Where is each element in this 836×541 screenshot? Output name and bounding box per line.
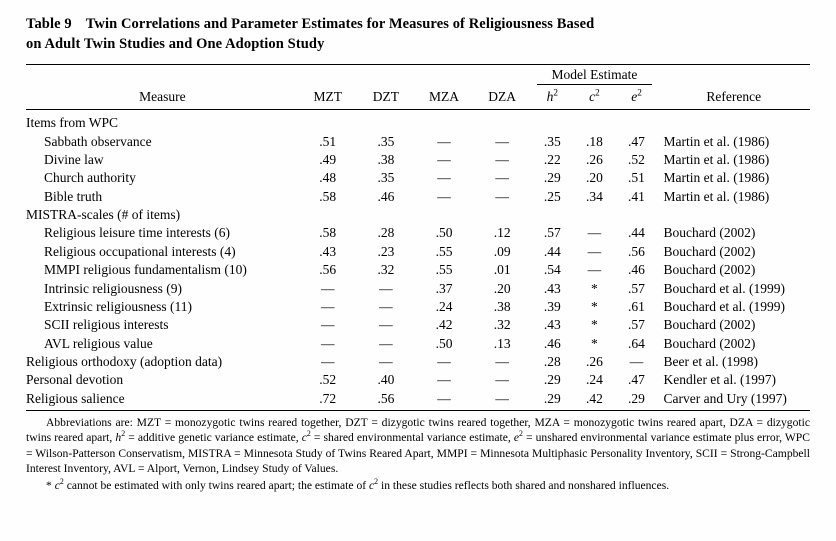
row-dzt: — xyxy=(379,354,393,370)
header-mza: MZA xyxy=(429,89,460,104)
table-row xyxy=(26,298,810,316)
row-reference: Martin et al. (1986) xyxy=(663,133,770,149)
table-row xyxy=(26,169,810,187)
header-reference: Reference xyxy=(706,89,762,104)
row-reference: Bouchard et al. (1999) xyxy=(663,280,786,296)
row-reference: Bouchard (2002) xyxy=(663,243,756,259)
row-e2: .29 xyxy=(628,390,645,406)
row-h2: .25 xyxy=(543,188,561,204)
row-dza: .38 xyxy=(493,298,511,314)
table-row xyxy=(26,132,810,150)
row-mzt: — xyxy=(320,354,335,370)
row-e2: .64 xyxy=(628,335,645,351)
row-e2: .57 xyxy=(628,317,645,333)
row-mza: — xyxy=(437,354,451,370)
table-bottom-rule xyxy=(26,410,810,411)
header-group-model-estimate xyxy=(531,65,657,87)
row-mza: .55 xyxy=(435,262,453,278)
row-c2: .24 xyxy=(585,372,603,388)
row-measure: Religious salience xyxy=(26,390,125,406)
row-reference xyxy=(658,206,810,224)
row-mza: — xyxy=(437,390,451,406)
row-h2: .29 xyxy=(543,372,561,388)
row-measure: MMPI religious fundamentalism (10) xyxy=(44,262,247,278)
row-reference: Martin et al. (1986) xyxy=(663,188,770,204)
table-row xyxy=(26,390,810,408)
row-dzt: .46 xyxy=(377,188,395,204)
row-h2: .44 xyxy=(543,243,561,259)
row-dzt: .35 xyxy=(377,133,395,149)
table-row xyxy=(26,206,810,224)
row-c2: .20 xyxy=(585,170,603,186)
row-dza: .13 xyxy=(493,335,511,351)
row-mza: — xyxy=(437,133,451,149)
row-h2: .57 xyxy=(543,225,561,241)
header-mzt: MZT xyxy=(313,89,342,104)
row-dza: .09 xyxy=(493,243,511,259)
row-c2: .42 xyxy=(585,390,603,406)
row-h2: .54 xyxy=(543,262,561,278)
row-mzt: — xyxy=(320,280,335,296)
table-caption xyxy=(26,14,810,54)
row-dza: .01 xyxy=(493,262,511,278)
header-dzt: DZT xyxy=(372,89,399,104)
header-dza: DZA xyxy=(488,89,517,104)
row-h2 xyxy=(531,114,573,132)
table-row xyxy=(26,279,810,297)
table-row xyxy=(26,224,810,242)
row-dzt: — xyxy=(379,298,393,314)
row-reference: Bouchard (2002) xyxy=(663,317,756,333)
row-dza: — xyxy=(495,372,509,388)
row-reference: Bouchard (2002) xyxy=(663,335,756,351)
row-reference: Carver and Ury (1997) xyxy=(663,390,787,406)
row-measure: Religious orthodoxy (adoption data) xyxy=(26,354,223,370)
row-e2: .61 xyxy=(628,298,645,314)
row-dza: .12 xyxy=(493,225,511,241)
row-e2: .44 xyxy=(628,225,645,241)
row-measure: Bible truth xyxy=(44,188,103,204)
table-number: Table 9 xyxy=(26,16,72,32)
row-mza: — xyxy=(437,188,451,204)
row-mzt: .56 xyxy=(319,262,337,278)
table-row xyxy=(26,261,810,279)
row-measure: MISTRA-scales (# of items) xyxy=(26,207,181,223)
table-row xyxy=(26,353,810,371)
row-h2: .43 xyxy=(543,317,561,333)
row-reference: Bouchard (2002) xyxy=(663,262,756,278)
row-dzt: .40 xyxy=(377,372,395,388)
row-measure: Intrinsic religiousness (9) xyxy=(44,280,182,296)
table-header-rule xyxy=(26,65,810,87)
row-mza: — xyxy=(437,372,451,388)
row-reference xyxy=(658,114,810,132)
header-measure: Measure xyxy=(139,89,186,104)
row-c2 xyxy=(573,206,615,224)
table-row xyxy=(26,243,810,261)
row-reference: Martin et al. (1986) xyxy=(663,151,770,167)
table-row xyxy=(26,114,810,132)
row-dzt: — xyxy=(379,317,393,333)
row-e2: .52 xyxy=(628,151,645,167)
row-h2: .29 xyxy=(543,170,561,186)
row-mzt xyxy=(299,114,357,132)
row-h2: .28 xyxy=(543,354,561,370)
row-mzt: .58 xyxy=(319,188,337,204)
row-dzt: .23 xyxy=(377,243,395,259)
row-dza: — xyxy=(495,133,509,149)
row-dza xyxy=(473,206,531,224)
row-mza: .50 xyxy=(435,225,453,241)
row-mza: .24 xyxy=(435,298,453,314)
row-e2: .51 xyxy=(628,170,645,186)
row-c2: .26 xyxy=(585,151,603,167)
row-reference: Kendler et al. (1997) xyxy=(663,372,777,388)
row-dzt: .35 xyxy=(377,170,395,186)
table-header-row xyxy=(26,86,810,110)
table-title-line1: Twin Correlations and Parameter Estimates for Measures of Religiousness Based xyxy=(85,16,595,32)
row-e2: .47 xyxy=(628,372,645,388)
row-c2 xyxy=(573,114,615,132)
row-h2: .35 xyxy=(543,133,561,149)
row-e2: .46 xyxy=(628,262,645,278)
row-dza: — xyxy=(495,151,509,167)
row-dzt: .28 xyxy=(377,225,395,241)
row-dzt xyxy=(357,206,415,224)
row-mza: — xyxy=(437,151,451,167)
row-measure: Religious occupational interests (4) xyxy=(44,243,236,259)
row-reference: Beer et al. (1998) xyxy=(663,354,759,370)
table-body xyxy=(26,114,810,408)
row-mzt: — xyxy=(320,298,335,314)
row-mzt: .49 xyxy=(319,151,337,167)
row-dzt: .56 xyxy=(377,390,395,406)
row-mzt: .72 xyxy=(319,390,337,406)
row-measure: Divine law xyxy=(44,151,104,167)
row-mzt: .58 xyxy=(319,225,337,241)
row-h2: .39 xyxy=(543,298,561,314)
row-c2: * xyxy=(591,298,598,314)
row-mza: .37 xyxy=(435,280,453,296)
table-row xyxy=(26,151,810,169)
row-c2: * xyxy=(591,335,598,351)
row-dza xyxy=(473,114,531,132)
row-e2 xyxy=(615,114,657,132)
row-reference: Bouchard (2002) xyxy=(663,225,756,241)
row-e2: — xyxy=(629,354,644,370)
row-dzt: — xyxy=(379,335,393,351)
table-row xyxy=(26,371,810,389)
row-measure: AVL religious value xyxy=(44,335,153,351)
table-row xyxy=(26,335,810,353)
row-dza: .32 xyxy=(493,317,511,333)
row-c2: * xyxy=(591,317,598,333)
row-mza: .50 xyxy=(435,335,453,351)
row-c2: — xyxy=(587,243,602,259)
row-mzt: — xyxy=(320,335,335,351)
table-notes xyxy=(26,415,810,493)
row-mzt: .52 xyxy=(319,372,337,388)
row-measure: Religious leisure time interests (6) xyxy=(44,225,230,241)
header-c2: $c^2$ xyxy=(589,87,600,104)
row-e2: .57 xyxy=(628,280,645,296)
row-c2: * xyxy=(591,280,598,296)
row-h2: .29 xyxy=(543,390,561,406)
row-dzt: — xyxy=(379,280,393,296)
row-mza xyxy=(415,206,473,224)
table-row xyxy=(26,188,810,206)
row-dza: — xyxy=(495,188,509,204)
row-h2: .22 xyxy=(543,151,561,167)
row-e2: .47 xyxy=(628,133,645,149)
row-mzt: .51 xyxy=(319,133,337,149)
row-mzt: .43 xyxy=(319,243,337,259)
row-measure: Sabbath observance xyxy=(44,133,152,149)
row-mzt xyxy=(299,206,357,224)
row-mza: .55 xyxy=(435,243,453,259)
data-table xyxy=(26,64,810,408)
row-measure: Church authority xyxy=(44,170,136,186)
row-mza: — xyxy=(437,170,451,186)
row-measure: Extrinsic religiousness (11) xyxy=(44,298,192,314)
header-e2: $e^2$ xyxy=(631,87,642,104)
row-mzt: .48 xyxy=(319,170,337,186)
header-group-label: Model Estimate xyxy=(537,65,651,85)
row-c2: .26 xyxy=(585,354,603,370)
row-c2: — xyxy=(587,262,602,278)
row-h2: .46 xyxy=(543,335,561,351)
row-dzt: .32 xyxy=(377,262,395,278)
row-e2: .41 xyxy=(628,188,645,204)
row-c2: .34 xyxy=(585,188,603,204)
row-dza: — xyxy=(495,354,509,370)
row-dzt xyxy=(357,114,415,132)
row-measure: SCII religious interests xyxy=(44,317,169,333)
row-dza: — xyxy=(495,390,509,406)
row-reference: Martin et al. (1986) xyxy=(663,170,770,186)
row-measure: Personal devotion xyxy=(26,372,124,388)
header-h2: $h^2$ xyxy=(546,87,558,104)
row-dzt: .38 xyxy=(377,151,395,167)
row-e2 xyxy=(615,206,657,224)
notes-abbreviations: Abbreviations are: MZT = monozygotic twins reared together, DZT = dizygotic twins reared together, MZA = monozygotic twins reared apart, DZA = dizygotic twins reared apart, $h^2$ = additive genetic variance estimate, $c^2$ = shared environmental variance estimate, $e^2$ = unshared environmental variance estimate plus error, WPC = Wilson-Patterson Conservatism, MISTRA = Minnesota Study of Twins Reared Apart, MMPI = Minnesota Multiphasic Personality Inventory, SCII = Strong-Campbell Interest Inventory, AVL = Alport, Vernon, Lindsey Study of Values. xyxy=(26,416,810,476)
row-e2: .56 xyxy=(628,243,645,259)
row-mzt: — xyxy=(320,317,335,333)
table-row xyxy=(26,316,810,334)
row-measure: Items from WPC xyxy=(26,115,118,131)
notes-footnote-star: * $c^2$ cannot be estimated with only twins reared apart; the estimate of $c^2$ in these studies reflects both shared and nonshared influences. xyxy=(46,476,670,492)
row-h2: .43 xyxy=(543,280,561,296)
row-c2: — xyxy=(587,225,602,241)
row-dza: .20 xyxy=(493,280,511,296)
row-c2: .18 xyxy=(585,133,603,149)
row-mza: .42 xyxy=(435,317,453,333)
row-reference: Bouchard et al. (1999) xyxy=(663,298,786,314)
row-h2 xyxy=(531,206,573,224)
row-dza: — xyxy=(495,170,509,186)
table-title-line2: on Adult Twin Studies and One Adoption Study xyxy=(26,36,325,52)
row-mza xyxy=(415,114,473,132)
